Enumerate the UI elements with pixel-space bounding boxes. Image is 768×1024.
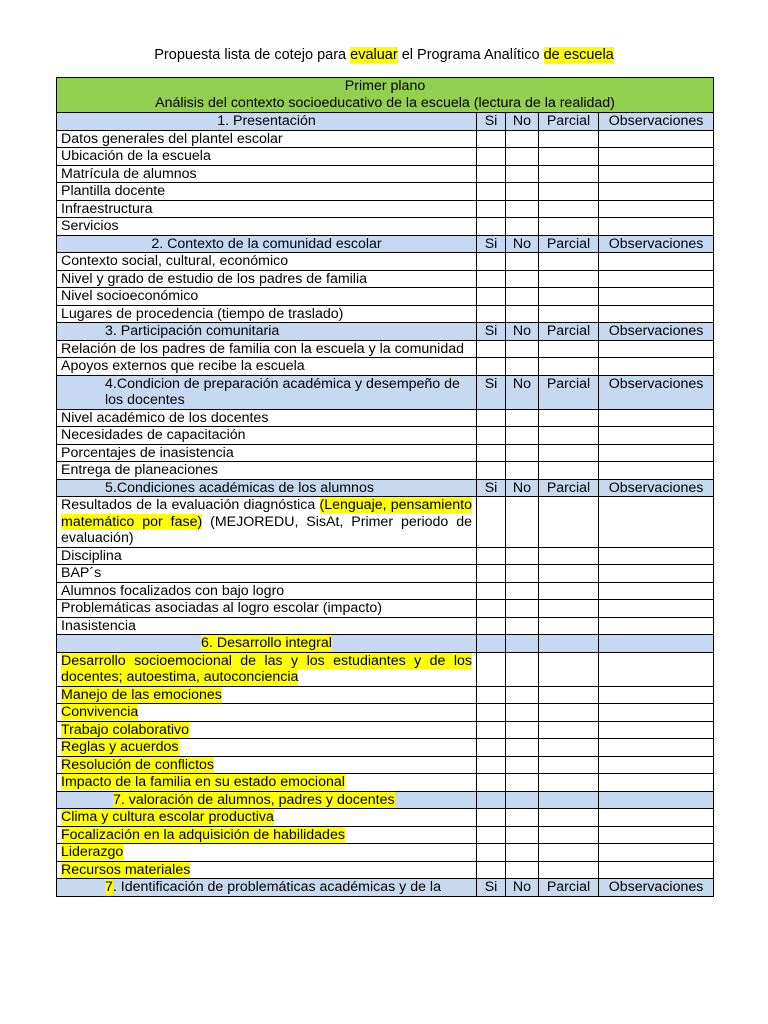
cell-si[interactable] [477,200,506,218]
item-label: Porcentajes de inasistencia [57,444,477,462]
item-label [57,809,477,827]
item-label: Nivel y grado de estudio de los padres de familia [57,270,477,288]
cell-no[interactable] [506,497,539,548]
cell-parcial[interactable] [539,427,599,445]
cell-si[interactable] [477,600,506,618]
cell-si[interactable] [477,165,506,183]
item-label: Nivel académico de los docentes [57,409,477,427]
section-title: 1. Presentación [57,113,477,131]
item-text: Trabajo colaborativo [61,721,190,738]
cell-no[interactable] [506,183,539,201]
item-label [57,686,477,704]
section-number-highlight: 7 [105,879,113,895]
cell-no[interactable] [506,844,539,862]
cell-no[interactable] [506,200,539,218]
table-row [57,497,714,548]
item-label: Matrícula de alumnos [57,165,477,183]
cell-no[interactable] [506,721,539,739]
cell-si[interactable] [477,617,506,635]
item-label [57,721,477,739]
section-title: 2. Contexto de la comunidad escolar [57,235,477,253]
table-row [57,547,714,565]
cell-observaciones[interactable] [599,427,714,445]
cell-no[interactable] [506,130,539,148]
col-no: No [506,113,539,131]
table-row [57,358,714,376]
cell-no[interactable] [506,305,539,323]
item-text: Convivencia [61,704,139,720]
item-label: Alumnos focalizados con bajo logro [57,582,477,600]
table-row [57,582,714,600]
table-row [57,165,714,183]
item-label: Necesidades de capacitación [57,427,477,445]
item-label: BAP´s [57,565,477,583]
cell-parcial[interactable] [539,721,599,739]
plan-title: Primer plano [344,78,426,94]
cell-no[interactable] [506,444,539,462]
cell-si[interactable] [477,721,506,739]
cell-observaciones[interactable] [599,686,714,704]
item-label [57,861,477,879]
cell-observaciones[interactable] [599,809,714,827]
cell-no[interactable] [506,565,539,583]
cell-observaciones[interactable] [599,617,714,635]
cell-observaciones[interactable] [599,497,714,548]
cell-si[interactable] [477,756,506,774]
col-si: Si [477,113,506,131]
item-text: Focalización en la adquisición de habilidades [61,826,345,843]
cell-observaciones[interactable] [599,288,714,306]
cell-observaciones[interactable] [599,756,714,774]
cell-observaciones[interactable] [599,721,714,739]
cell-no[interactable] [506,756,539,774]
cell-observaciones[interactable] [599,409,714,427]
table-row [57,183,714,201]
col-observaciones: Observaciones [599,479,714,497]
table-row [57,305,714,323]
cell-no[interactable] [506,358,539,376]
col-observaciones: Observaciones [599,113,714,131]
cell-parcial[interactable] [539,288,599,306]
cell-no[interactable] [506,148,539,166]
table-row [57,861,714,879]
cell-parcial[interactable] [539,444,599,462]
cell-no[interactable] [506,547,539,565]
col-observaciones: Observaciones [599,323,714,341]
cell-parcial[interactable] [539,200,599,218]
cell-parcial[interactable] [539,218,599,236]
cell-si[interactable] [477,358,506,376]
cell-observaciones[interactable] [599,200,714,218]
cell-parcial[interactable] [539,358,599,376]
cell-observaciones[interactable] [599,652,714,686]
item-label: Servicios [57,218,477,236]
section-title [57,879,477,897]
cell-no[interactable] [506,218,539,236]
title-part2: el Programa Analítico [397,47,544,63]
cell-no[interactable] [506,686,539,704]
section-title-text: 6. Desarrollo integral [201,635,332,651]
item-label: Plantilla docente [57,183,477,201]
cell-parcial[interactable] [539,582,599,600]
table-row [57,774,714,792]
col-si: Si [477,375,506,409]
plan-header [57,78,714,113]
cell-no[interactable] [506,774,539,792]
title-highlight-evaluar: evaluar [350,47,398,63]
cell-parcial[interactable] [539,340,599,358]
cell-parcial[interactable] [539,270,599,288]
section-title: 4.Condicion de preparación académica y desempeño de los docentes [57,375,477,409]
cell-si[interactable] [477,183,506,201]
cell-si[interactable] [477,305,506,323]
table-row [57,253,714,271]
item-label: Disciplina [57,547,477,565]
col-parcial: Parcial [539,879,599,897]
cell-si[interactable] [477,652,506,686]
col-parcial: Parcial [539,235,599,253]
cell-parcial[interactable] [539,652,599,686]
item-text: Reglas y acuerdos [61,739,179,755]
cell-parcial[interactable] [539,547,599,565]
col-parcial: Parcial [539,323,599,341]
cell-parcial[interactable] [539,462,599,480]
cell-no[interactable] [506,582,539,600]
cell-si[interactable] [477,739,506,757]
cell-no[interactable] [506,861,539,879]
cell-no[interactable] [506,462,539,480]
section-title [57,791,477,809]
cell-si[interactable] [477,826,506,844]
item-text: Liderazgo [61,844,124,860]
table-row [57,600,714,618]
table-row [57,565,714,583]
col-observaciones: Observaciones [599,375,714,409]
cell-no[interactable] [506,826,539,844]
item-label [57,774,477,792]
cell-si[interactable] [477,130,506,148]
col-no: No [506,375,539,409]
table-row [57,444,714,462]
cell-si[interactable] [477,497,506,548]
section-title [57,635,477,653]
item-text: Clima y cultura escolar productiva [61,809,274,825]
cell-si[interactable] [477,704,506,722]
header-cell [539,791,599,809]
section-title-text: . Identificación de problemáticas académicas y de la [112,879,441,895]
cell-si[interactable] [477,427,506,445]
cell-si[interactable] [477,270,506,288]
cell-parcial[interactable] [539,409,599,427]
title-highlight-escuela: de escuela [543,47,614,63]
section-header-row [57,879,714,897]
cell-si[interactable] [477,582,506,600]
page-title [0,46,768,64]
cell-parcial[interactable] [539,739,599,757]
item-label [57,497,477,548]
item-label [57,739,477,757]
item-highlight: (Lenguaje, pensamiento matemático por fase) [61,497,473,530]
cell-observaciones[interactable] [599,444,714,462]
table-row [57,704,714,722]
table-row [57,686,714,704]
cell-observaciones[interactable] [599,600,714,618]
cell-parcial[interactable] [539,253,599,271]
cell-si[interactable] [477,565,506,583]
col-parcial: Parcial [539,375,599,409]
item-text: (MEJOREDU, SisAt, Primer periodo de evaluación) [61,513,472,546]
cell-observaciones[interactable] [599,565,714,583]
item-text: Manejo de las emociones [61,686,222,703]
cell-no[interactable] [506,600,539,618]
cell-si[interactable] [477,148,506,166]
item-label: Relación de los padres de familia con la escuela y la comunidad [57,340,477,358]
item-label [57,704,477,722]
cell-observaciones[interactable] [599,165,714,183]
cell-si[interactable] [477,253,506,271]
section-header-row [57,323,714,341]
table-row [57,809,714,827]
cell-observaciones[interactable] [599,582,714,600]
item-label: Lugares de procedencia (tiempo de traslado) [57,305,477,323]
cell-si[interactable] [477,861,506,879]
table-row [57,756,714,774]
plan-header-row [57,78,714,113]
cell-observaciones[interactable] [599,704,714,722]
section-title: 5.Condiciones académicas de los alumnos [57,479,477,497]
cell-no[interactable] [506,253,539,271]
cell-parcial[interactable] [539,861,599,879]
cell-observaciones[interactable] [599,774,714,792]
col-no: No [506,479,539,497]
table-row [57,844,714,862]
cell-parcial[interactable] [539,183,599,201]
cell-no[interactable] [506,704,539,722]
col-no: No [506,235,539,253]
plan-subtitle: Análisis del contexto socioeducativo de la escuela (lectura de la realidad) [155,95,615,111]
cell-parcial[interactable] [539,809,599,827]
cell-parcial[interactable] [539,774,599,792]
table-row [57,200,714,218]
item-label: Infraestructura [57,200,477,218]
cell-no[interactable] [506,409,539,427]
item-label: Entrega de planeaciones [57,462,477,480]
section-header-row [57,635,714,653]
col-si: Si [477,323,506,341]
cell-observaciones[interactable] [599,270,714,288]
table-row [57,148,714,166]
item-label: Datos generales del plantel escolar [57,130,477,148]
header-cell [506,635,539,653]
cell-no[interactable] [506,165,539,183]
cell-observaciones[interactable] [599,358,714,376]
cell-si[interactable] [477,444,506,462]
col-si: Si [477,879,506,897]
cell-no[interactable] [506,427,539,445]
cell-no[interactable] [506,617,539,635]
col-observaciones: Observaciones [599,235,714,253]
cell-parcial[interactable] [539,756,599,774]
item-label: Apoyos externos que recibe la escuela [57,358,477,376]
item-text: Impacto de la familia en su estado emocional [61,774,345,790]
cell-si[interactable] [477,409,506,427]
cell-si[interactable] [477,809,506,827]
table-row [57,409,714,427]
section-header-row [57,479,714,497]
section-header-row [57,791,714,809]
cell-si[interactable] [477,218,506,236]
col-si: Si [477,235,506,253]
item-label: Contexto social, cultural, económico [57,253,477,271]
item-label [57,826,477,844]
col-parcial: Parcial [539,113,599,131]
header-cell [599,791,714,809]
item-label: Inasistencia [57,617,477,635]
item-text: Desarrollo socioemocional de las y los estudiantes y de los docentes; autoestima, autoconciencia [61,652,472,685]
table-row [57,721,714,739]
cell-observaciones[interactable] [599,826,714,844]
table-row [57,427,714,445]
cell-si[interactable] [477,462,506,480]
table-row [57,826,714,844]
cell-no[interactable] [506,809,539,827]
item-text: Resultados de la evaluación diagnóstica [61,497,320,513]
section-title-text: 7. valoración de alumnos, padres y docentes [113,791,395,808]
table-row [57,288,714,306]
header-cell [477,635,506,653]
item-label: Problemáticas asociadas al logro escolar (impacto) [57,600,477,618]
cell-observaciones[interactable] [599,253,714,271]
cell-observaciones[interactable] [599,218,714,236]
table-row [57,739,714,757]
cell-parcial[interactable] [539,148,599,166]
cell-parcial[interactable] [539,617,599,635]
cell-no[interactable] [506,270,539,288]
cell-parcial[interactable] [539,165,599,183]
col-no: No [506,323,539,341]
col-observaciones: Observaciones [599,879,714,897]
item-label: Nivel socioeconómico [57,288,477,306]
col-si: Si [477,479,506,497]
cell-observaciones[interactable] [599,861,714,879]
cell-si[interactable] [477,686,506,704]
cell-no[interactable] [506,340,539,358]
table-row [57,218,714,236]
cell-no[interactable] [506,739,539,757]
cell-parcial[interactable] [539,600,599,618]
cell-observaciones[interactable] [599,462,714,480]
cell-parcial[interactable] [539,130,599,148]
cell-observaciones[interactable] [599,148,714,166]
header-cell [477,791,506,809]
cell-observaciones[interactable] [599,547,714,565]
item-text: Recursos materiales [61,861,191,878]
col-parcial: Parcial [539,479,599,497]
cell-parcial[interactable] [539,844,599,862]
table-row [57,340,714,358]
header-cell [539,635,599,653]
header-cell [599,635,714,653]
table-row [57,130,714,148]
cell-si[interactable] [477,340,506,358]
item-label [57,844,477,862]
cell-parcial[interactable] [539,704,599,722]
cell-observaciones[interactable] [599,340,714,358]
table-row [57,462,714,480]
item-label [57,756,477,774]
cell-si[interactable] [477,547,506,565]
col-no: No [506,879,539,897]
cell-si[interactable] [477,844,506,862]
cell-observaciones[interactable] [599,183,714,201]
title-part1: Propuesta lista de cotejo para [154,47,351,63]
checklist-table [56,77,714,897]
cell-parcial[interactable] [539,826,599,844]
cell-parcial[interactable] [539,686,599,704]
header-cell [506,791,539,809]
cell-si[interactable] [477,288,506,306]
section-header-row [57,375,714,409]
section-header-row [57,235,714,253]
cell-no[interactable] [506,652,539,686]
cell-observaciones[interactable] [599,739,714,757]
table-row [57,652,714,686]
table-row [57,617,714,635]
cell-no[interactable] [506,288,539,306]
cell-parcial[interactable] [539,497,599,548]
section-title: 3. Participación comunitaria [57,323,477,341]
item-label [57,652,477,686]
item-text: Resolución de conflictos [61,756,214,773]
cell-observaciones[interactable] [599,130,714,148]
cell-observaciones[interactable] [599,305,714,323]
cell-parcial[interactable] [539,305,599,323]
cell-parcial[interactable] [539,565,599,583]
cell-si[interactable] [477,774,506,792]
cell-observaciones[interactable] [599,844,714,862]
table-row [57,270,714,288]
section-header-row [57,113,714,131]
item-label: Ubicación de la escuela [57,148,477,166]
